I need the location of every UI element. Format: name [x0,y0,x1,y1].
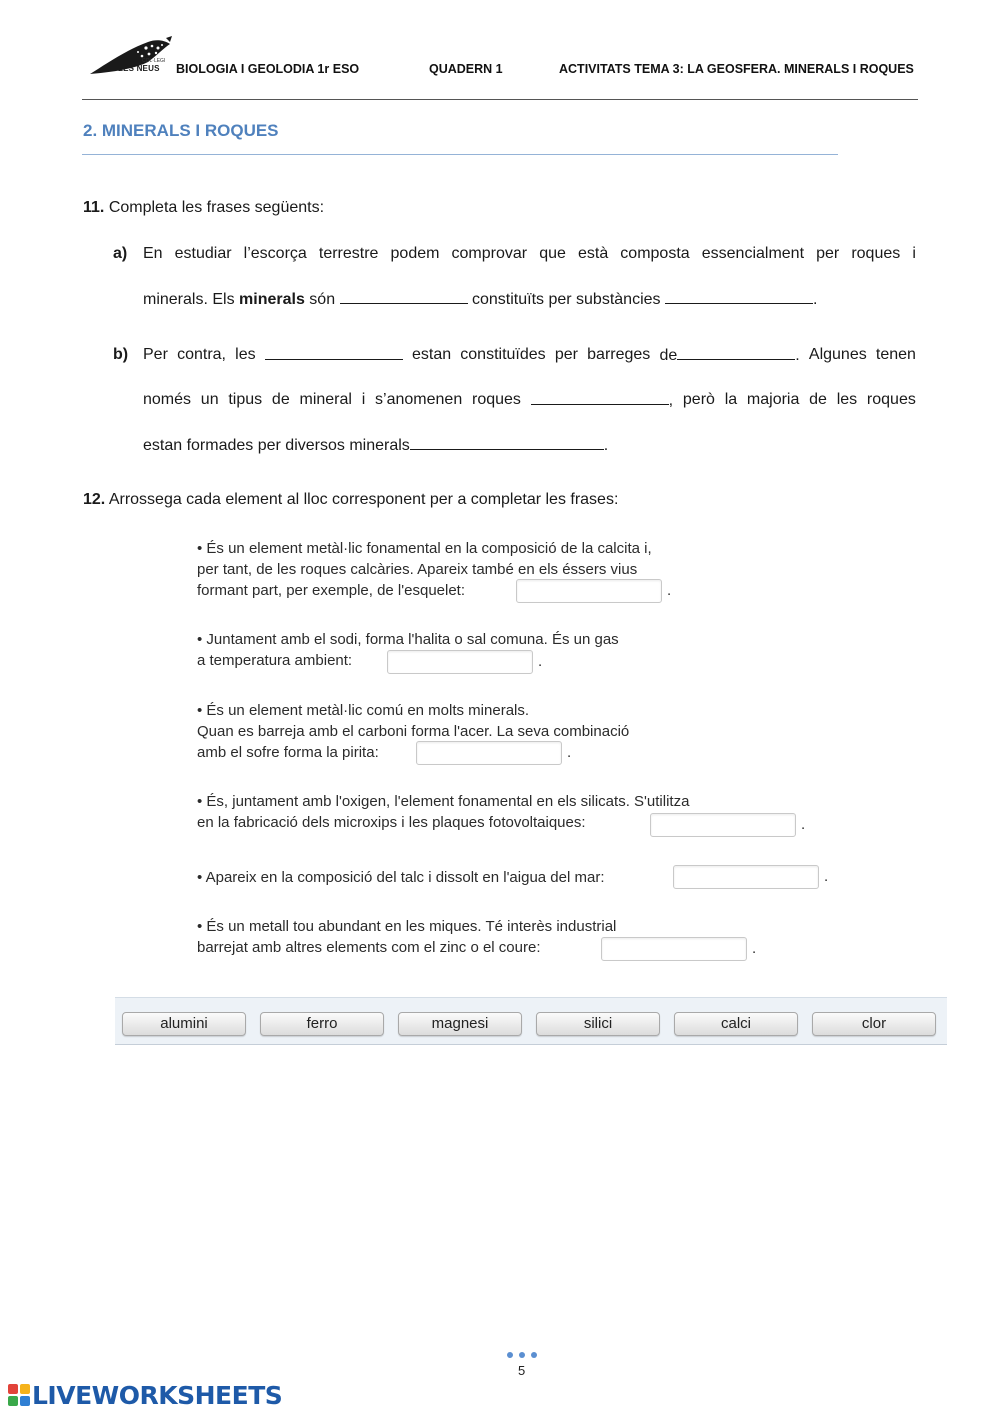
word: que [539,245,566,262]
word: un [200,391,219,408]
word: estudiar [174,245,232,262]
question-11-number: 11. [83,199,105,216]
word: En [143,245,163,262]
word-chip-silici[interactable]: silici [536,1012,660,1036]
drop-zone-4[interactable] [650,813,796,837]
word: per [816,245,840,262]
word: les [235,346,256,363]
blank-line [677,345,795,360]
word-chip-ferro[interactable]: ferro [260,1012,384,1036]
word: tipus [228,391,263,408]
sentence-period: . [567,744,572,761]
blank-line [531,390,669,405]
sentence-line: en la fabricació dels microxips i les plaques fotovoltaiques: [197,814,586,831]
word: Algunes [808,346,867,363]
item-a-line-1 [143,244,916,264]
item-b-line-3 [143,435,608,456]
sentence-period: . [752,940,757,957]
question-11-text: Completa les frases següents: [108,199,325,216]
sentence-line: formant part, per exemple, de l'esquelet: [197,582,466,599]
word: estan [411,346,452,363]
logo-text: LES NEUS [118,64,160,73]
item-b-letter: b) [113,346,129,363]
blank-line [340,289,468,304]
word-chip-clor[interactable]: clor [812,1012,936,1036]
word: de [659,347,678,364]
drop-zone-1[interactable] [516,579,662,603]
drop-zone-2[interactable] [387,650,533,674]
question-12-prompt [83,490,618,510]
word: mineral [299,391,352,408]
blank-line [665,289,813,304]
liveworksheets-logo-icon [8,1384,30,1406]
word: de [271,391,290,408]
word: roques [851,245,901,262]
footer-dots [507,1345,543,1363]
drag-sentence-3 [197,700,629,763]
drag-sentence-4 [197,791,689,833]
word: s’anomenen [375,391,463,408]
blank-line [265,345,403,360]
word: la [724,391,738,408]
drag-sentence-6 [197,916,616,958]
drag-sentence-5 [197,867,605,888]
sentence-line: • És un element metàl·lic comú en molts minerals. [197,702,530,719]
text: . [603,437,609,454]
word: Per [143,346,168,363]
word: majoria [746,391,800,408]
word: tenen [875,346,916,363]
bold-term: minerals [239,291,305,308]
word-chip-magnesi[interactable]: magnesi [398,1012,522,1036]
sentence-line: barrejat amb altres elements com el zinc o el coure: [197,939,541,956]
word: i [361,391,366,408]
sentence-line: • És, juntament amb l'oxigen, l'element fonamental en els silicats. S'utilitza [197,793,690,810]
text: , [668,392,674,409]
word: les [836,391,858,408]
sentence-period: . [667,582,672,599]
word: comprovar [451,245,528,262]
question-12-text: Arrossega cada element al lloc corresponent per a completar les frases: [108,491,619,508]
sentence-period: . [538,653,543,670]
text: . [812,291,818,308]
word: constituïdes [460,346,546,363]
word: terrestre [318,245,379,262]
sentence-line: Quan es barreja amb el carboni forma l'acer. La seva combinació [197,723,630,740]
sentence-line: a temperatura ambient: [197,652,353,669]
school-logo [86,34,178,80]
word: roques [471,391,521,408]
section-title: 2. MINERALS I ROQUES [83,121,279,140]
word: contra, [177,346,226,363]
sentence-line: • És un metall tou abundant en les miques. Té interès industrial [197,918,617,935]
word: l’escorça [243,245,307,262]
question-12-number: 12. [83,491,106,508]
word-bank [115,997,947,1045]
text: constituïts per substàncies [467,291,665,308]
item-b-line-1 [143,345,916,366]
word: barreges [587,346,651,363]
sentence-period: . [824,868,829,885]
word: només [143,391,192,408]
header-notebook: QUADERN 1 [429,62,503,76]
text: estan formades per diversos minerals [143,437,410,454]
question-11-prompt [83,198,324,218]
text: minerals. Els [143,291,240,308]
header-subject: BIOLOGIA I GEOLODIA 1r ESO [176,62,360,76]
word: . [795,347,800,364]
sentence-line: per tant, de les roques calcàries. Apareix també en els éssers vius [197,561,638,578]
word: essencialment [701,245,805,262]
word: per [554,346,578,363]
liveworksheets-wordmark: LIVEWORKSHEETS [32,1380,283,1410]
sentence-line: • Apareix en la composició del talc i dissolt en l'aigua del mar: [197,869,605,886]
word: composta [620,245,690,262]
drop-zone-5[interactable] [673,865,819,889]
sentence-line: • És un element metàl·lic fonamental en la composició de la calcita i, [197,540,652,557]
sentence-line: • Juntament amb el sodi, forma l'halita o sal comuna. És un gas [197,631,619,648]
item-b-line-2 [143,390,916,411]
sentence-period: . [801,816,806,833]
item-a-line-2 [143,289,817,310]
word: podem [390,245,440,262]
item-a-letter: a) [113,245,128,262]
header-topic: ACTIVITATS TEMA 3: LA GEOSFERA. MINERALS I ROQUES [559,62,914,76]
word-chip-alumini[interactable]: alumini [122,1012,246,1036]
page-number: 5 [518,1363,526,1378]
word: però [682,391,715,408]
drop-zone-3[interactable] [416,741,562,765]
word-chip-calci[interactable]: calci [674,1012,798,1036]
blank-line [410,435,604,450]
liveworksheets-brand [8,1380,282,1410]
word: està [577,245,609,262]
word: roques [866,391,916,408]
text: són [304,291,340,308]
drop-zone-6[interactable] [601,937,747,961]
sentence-line: amb el sofre forma la pirita: [197,744,379,761]
logo-small-text: COL·LEGI [142,58,166,64]
word: i [912,245,916,262]
word: de [809,391,827,408]
section-divider [82,154,838,155]
header-divider [82,99,918,100]
